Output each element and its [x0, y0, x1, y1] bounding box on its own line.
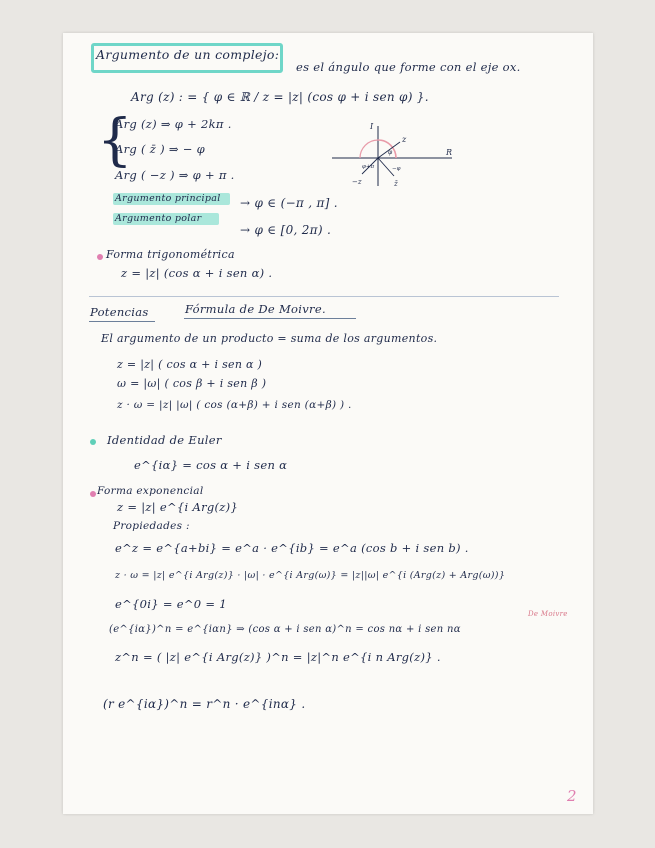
angle-neg-label: −φ — [392, 166, 401, 172]
angle-plus-pi-label: φ+π — [362, 164, 375, 170]
de-moivre-title: Fórmula de De Moivre. — [185, 302, 326, 316]
principal-label: Argumento principal — [115, 193, 221, 204]
bullet-teal — [90, 439, 96, 445]
property-1: e^z = e^{a+bi} = e^a · e^{ib} = e^a (cos b + i sen b) . — [115, 541, 469, 555]
product-eq-3: z · ω = |z| |ω| ( cos (α+β) + i sen (α+β) ) . — [117, 399, 352, 411]
angle-arc — [378, 140, 396, 158]
property-4: (e^{iα})^n = e^{iαn} ⇒ (cos α + i sen α)^n = cos nα + i sen nα — [109, 624, 461, 635]
product-eq-2: ω = |ω| ( cos β + i sen β ) — [117, 377, 267, 390]
arg-system-line-2: Arg ( z̄ ) ⇒ − φ — [115, 142, 205, 156]
arg-system-line-3: Arg ( −z ) ⇒ φ + π . — [115, 168, 235, 182]
system-brace: { — [97, 108, 133, 173]
product-eq-1: z = |z| ( cos α + i sen α ) — [117, 358, 263, 371]
bullet-pink-2 — [90, 491, 96, 497]
euler-title: Identidad de Euler — [107, 433, 222, 447]
axis-real-label: R — [446, 148, 453, 157]
powers-title: Potencias — [90, 305, 149, 319]
de-moivre-note: De Moivre — [528, 610, 568, 618]
de-moivre-underline — [184, 318, 356, 319]
complex-plane-diagram — [330, 120, 458, 188]
argument-definition-text: es el ángulo que forme con el eje ox. — [296, 60, 521, 74]
angle-arc-left — [360, 140, 378, 158]
point-conj-label: z̄ — [394, 180, 398, 188]
property-6: (r e^{iα})^n = r^n · e^{inα} . — [103, 697, 306, 711]
polar-value: → φ ∈ [0, 2π) . — [240, 223, 332, 237]
arg-definition-formula: Arg (z) : = { φ ∈ ℝ / z = |z| (cos φ + i sen φ) }. — [131, 90, 429, 104]
section-divider — [89, 296, 559, 297]
arg-system-line-1: Arg (z) ⇒ φ + 2kπ . — [115, 117, 232, 131]
property-5: z^n = ( |z| e^{i Arg(z)} )^n = |z|^n e^{i n Arg(z)} . — [115, 650, 441, 664]
axis-imag-label: I — [370, 122, 374, 131]
point-minus-z-label: −z — [352, 178, 362, 186]
product-rule: El argumento de un producto = suma de los argumentos. — [101, 332, 438, 345]
polar-label: Argumento polar — [115, 213, 202, 224]
property-2: z · ω = |z| e^{i Arg(z)} · |ω| · e^{i Arg(ω)} = |z||ω| e^{i (Arg(z) + Arg(ω))} — [115, 570, 506, 581]
powers-underline — [89, 321, 155, 322]
point-z-label: z — [402, 135, 407, 144]
principal-value: → φ ∈ (−π , π] . — [240, 196, 338, 210]
exp-form-equation: z = |z| e^{i Arg(z)} — [117, 500, 239, 514]
bullet-pink — [97, 254, 103, 260]
section-title: Argumento de un complejo: — [96, 47, 280, 62]
euler-equation: e^{iα} = cos α + i sen α — [134, 458, 288, 472]
trig-form-equation: z = |z| (cos α + i sen α) . — [121, 266, 273, 280]
properties-title: Propiedades : — [113, 520, 190, 532]
property-3: e^{0i} = e^0 = 1 — [115, 597, 227, 611]
page-number: 2 — [567, 787, 577, 805]
trig-form-title: Forma trigonométrica — [106, 248, 235, 261]
angle-label: φ — [388, 149, 393, 156]
exp-form-title: Forma exponencial — [97, 485, 204, 497]
